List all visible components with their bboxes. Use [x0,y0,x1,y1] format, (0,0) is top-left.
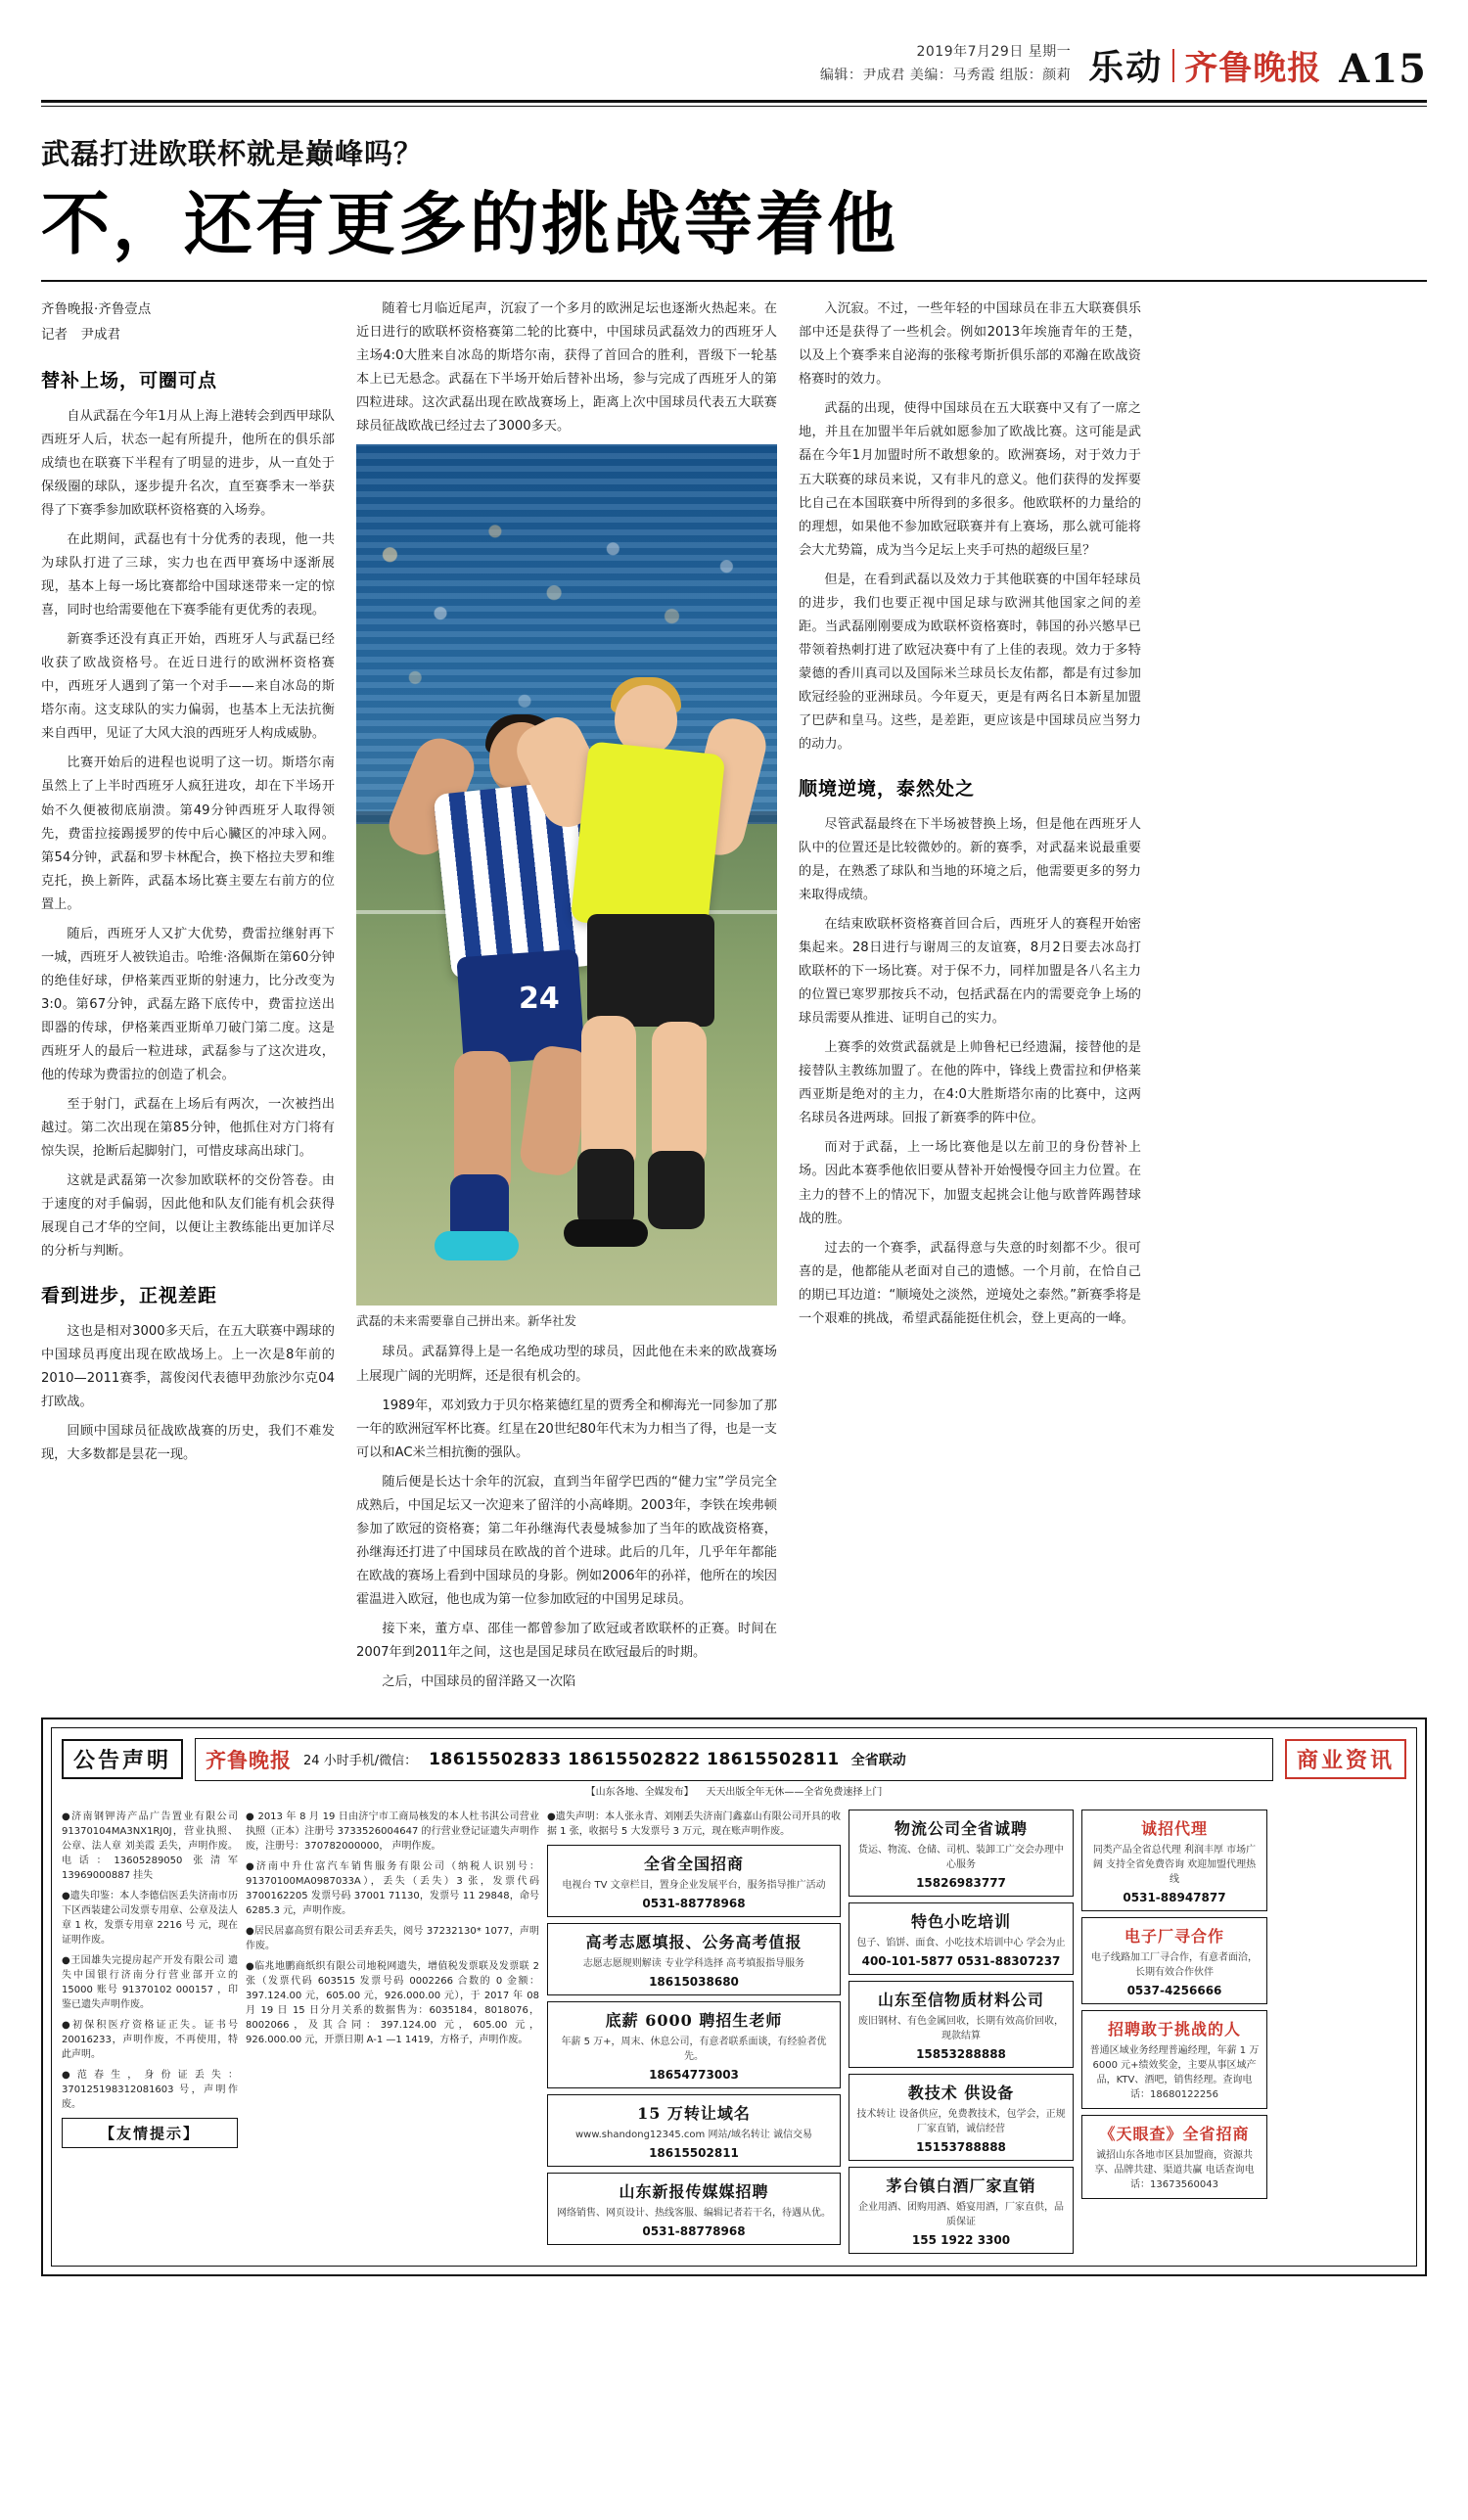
paragraph: 入沉寂。不过，一些年轻的中国球员在非五大联赛俱乐部中还是获得了一些机会。例如2013年埃施青年的王楚，以及上个赛季来自泌海的张稼考斯折俱乐部的邓瀚在欧战资格赛时的效力。 [799,301,1141,388]
classified-notice[interactable]: ●遗失印鉴：本人李德信医丢失济南市历下区西装建公司发票专用章、公章及法人章 1 枚，发票专用章 2216 号 元，现在证明作废。 [62,1890,238,1946]
ad-title: 底薪 6000 聘招生老师 [605,2010,783,2030]
classifieds-right-badge: 商业资讯 [1285,1739,1406,1779]
ad-phone[interactable]: 18615038680 [649,1974,739,1989]
ad-title: 山东新报传媒媒招聘 [619,2181,769,2201]
classified-notice[interactable]: ●临兆地鹏商纸织有限公司地税网遗失，增值税发票联及发票联 2 张（发票代码 603515 发票号码 0002266 合数的 0 金额：397.124.00 元，605.00 元，926.000.00 元），于 2017 年 08 月 19 日 15 日分月关系的数据售为：6035184，8018076，8002066，及其合同：397.124.00 元，605.00 元，926.000.00 元，开票日期 A-1 —1 1419，方格子，声明作废。 [246,1960,539,2045]
ad-description: 普通区域业务经理普遍经理，年薪 1 万 6000 元+绩效奖金，主要从事区域产品，KTV、酒吧，销售经理。查询电话：18680122256 [1089,2044,1260,2100]
classified-notice[interactable]: ●王国雄失完提房起产开发有限公司 遗失中国银行济南分行营业部开立的 15000 账号 91370102 000157 ，印鉴已遗失声明作废。 [62,1954,238,2010]
article-photo-container [356,444,777,1331]
ad-description: 年薪 5 万+，周末、休息公司，有意者联系面谈，有经验者优先。 [561,2036,827,2062]
ad-title: 全省全国招商 [643,1854,744,1873]
classified-notice[interactable]: ●济南中升仕富汽车销售服务有限公司（纳税人识别号：91370100MA0987033A），丢失（丢失）3 张，发票代码 3700162205 发票号码 37001 71130，发票号 11 29848，命号 6285.3 元，声明作废。 [246,1860,539,1916]
classified-notice[interactable]: ● 2013 年 8 月 19 日由济宁市工商局核发的本人杜书淇公司营业执照（正本）注册号 3733526004647 的行营业登记证遗失声明作废，注册号：370782000000， 声明作废。 [246,1810,539,1852]
ad-phone[interactable]: 155 1922 3300 [911,2232,1011,2247]
article-body [41,298,1427,1699]
ad-description: 包子、馅饼、面食、小吃技术培训中心 学会为止 [856,1937,1066,1948]
paragraph: 这也是相对3000多天后，在五大联赛中踢球的中国球员再度出现在欧战场上。上一次是8年前的2010—2011赛季，蒿俊闵代表德甲劲旅沙尔克04打欧战。 [41,1324,335,1410]
page-number: A15 [1339,46,1427,92]
classifieds-left-badge: 公告声明 [62,1739,183,1779]
photo-opponent-boot [564,1219,648,1247]
paragraph: 在结束欧联杯资格赛首回合后，西班牙人的赛程开始密集起来。28日进行与谢周三的友谊赛，8月2日要去冰岛打欧联杯的下一场比赛。对于保不力，同样加盟是各八名主力的位置已寒罗那按兵不动，包括武磊在内的需要竞争上场的球员需要从推进、证明自己的实力。 [799,917,1141,1027]
photo-opponent-sock-right [648,1151,705,1229]
paragraph: 这就是武磊第一次参加欧联杯的交份答卷。由于速度的对手偏弱，因此他和队友们能有机会获得展现自己才华的空间，以便让主教练能出更加详尽的分析与判断。 [41,1172,335,1259]
photo-opponent-shorts [587,914,714,1027]
paragraph: 球员。武磊算得上是一名绝成功型的球员，因此他在未来的欧战赛场上展现广阔的光明辉，还是很有机会的。 [356,1345,777,1384]
classifieds-region-note: 【山东各地、全媒发布】 [585,1786,694,1798]
classified-ad-box[interactable] [849,2167,1074,2254]
classifieds-inner [51,1727,1417,2267]
classifieds-friendly-tip: 【友情提示】 [62,2118,238,2148]
byline [41,298,335,347]
classifieds-paper-name: 齐鲁晚报 [206,1747,293,1772]
ad-title: 特色小吃培训 [910,1911,1011,1931]
classifieds-subnote [62,1785,1406,1800]
photo-player-number: 24 [519,982,560,1017]
classifieds-header [62,1738,1406,1781]
paragraph: 回顾中国球员征战欧战赛的历史，我们不难发现，大多数都是昙花一现。 [41,1424,335,1463]
headline-kicker: 武磊打进欧联杯就是巅峰吗？ [41,137,424,170]
masthead-logo [1088,40,1321,92]
article-photo [356,444,777,1306]
ad-title: 《天眼查》全省招商 [1099,2124,1250,2143]
photo-player-boot [435,1231,519,1260]
paragraph: 武磊的出现，使得中国球员在五大联赛中又有了一席之地，并且在加盟半年后就如愿参加了欧战比赛。这可能是武磊在今年1月加盟时所不敢想象的。欧洲赛场，对于效力于五大联赛的球员来说，又有非凡的意义。他们获得的发挥要比自己在本国联赛中所得到的多很多。他欧联杯的力量给的的理想，如果他不参加欧冠联赛并有上赛场，那么就可能将会大尤势篇，成为当今足坛上夹手可热的超级巨星？ [799,401,1141,558]
logo-divider [1172,49,1174,82]
paragraph: 自从武磊在今年1月从上海上港转会到西甲球队西班牙人后，状态一起有所提升，他所在的俱乐部成绩也在联赛下半程有了明显的进步，从一直处于保级圈的球队，逐步提升名次，直至赛季末一举获得了下赛季参加欧联杯资格赛的入场券。 [41,409,335,519]
ad-phone[interactable]: 0537-4256666 [1126,1983,1222,1997]
headline-main: 不，还有更多的挑战等着他 [41,183,898,264]
classified-ad-box[interactable] [849,1981,1074,2068]
classified-notice[interactable]: ●居民居嘉高贸有限公司丢弃丢失，阅号 37232130* 1077，声明作废。 [246,1925,539,1951]
classified-ad-box[interactable] [849,1902,1074,1975]
editor-credits: 编辑：尹成君 美编：马秀霞 组版：颜莉 [819,68,1072,84]
classified-notice[interactable]: ●济南钢钾涛产品广告置业有限公司 91370104MA3NX1RJ0J，营业执照、公章、法人章 刘美霞 丢失，声明作废。电话：13605289050 张清军 13969000887 挂失 [62,1810,238,1881]
paragraph: 随后便是长达十余年的沉寂，直到当年留学巴西的“健力宝”学员完全成熟后，中国足坛又一次迎来了留洋的小高峰期。2003年，李铁在埃弗顿参加了欧冠的资格赛；第二年孙继海代表曼城参加了当年的欧战资格赛，孙继海还打进了中国球员在欧战的首个进球。此后的几年，几乎年年都能在欧战的赛场上看到中国球员的身影。例如2006年的孙祥，他所在的埃因霍温进入欧冠，他也成为第一位参加欧冠的中国男足球员。 [356,1474,777,1607]
classified-ad-box[interactable] [547,1923,841,1995]
masthead-meta [820,41,1071,92]
column-left [41,298,335,1473]
ad-description: 电子线路加工厂寻合作，有意者面洽，长期有效合作伙伴 [1091,1951,1258,1978]
ad-description: 同类产品全省总代理 利润丰厚 市场广阔 支持全省免费咨询 欢迎加盟代理热线 [1092,1844,1257,1885]
classified-notice[interactable]: ●范春生，身份证丢失：370125198312081603 号，声明作废。 [62,2069,238,2110]
paragraph: 但是，在看到武磊以及效力于其他联赛的中国年轻球员的进步，我们也要正视中国足球与欧洲其他国家之间的差距。当武磊刚刚要成为欧联杯资格赛时，韩国的孙兴慜早已带领着热刺打进了欧冠决赛中有了上佳的表现。效力于多特蒙德的香川真司以及国际米兰球员长友佑都，都是有过参加欧冠经验的亚洲球员。今年夏天，更是有两名日本新星加盟了巴萨和皇马。这些，是差距，更应该是中国球员应当努力的动力。 [799,572,1141,752]
paragraph: 上赛季的效赏武磊就是上帅鲁杞已经遗漏，接替他的是接替队主教练加盟了。在他的阵中，锋线上费雷拉和伊格莱西亚斯是绝对的主力，在4:0大胜斯塔尔南的比赛中，这两名球员各进两球。回报了新赛季的阵中位。 [799,1040,1141,1126]
classifieds-section [41,1718,1427,2276]
photo-opponent-leg-right [652,1022,707,1168]
ad-phone[interactable]: 15826983777 [916,1875,1006,1890]
ad-description: 网络销售、网页设计、热线客服、编辑记者若干名，待遇从优。 [557,2207,831,2219]
photo-caption: 武磊的未来需要靠自己拼出来。新华社发 [356,1313,577,1329]
classified-notice[interactable]: ●初保积医疗资格证正失。证书号 20016233，声明作废，不再使用，特此声明。 [62,2019,238,2060]
classifieds-column-3 [547,1810,841,2245]
ad-description: 诚招山东各地市区县加盟商，资源共享、品牌共建、渠道共赢 电话查询电话：13673560043 [1094,2149,1255,2190]
subsection-heading-2: 看到进步，正视差距 [41,1284,218,1306]
byline-paper: 齐鲁晚报·齐鲁壹点 [41,301,152,318]
headline-rule [41,280,1427,282]
classifieds-phone-numbers[interactable]: 18615502833 18615502822 18615502811 [429,1749,840,1769]
photo-player-opponent [558,601,744,1286]
classified-ad-box[interactable] [547,1845,841,1917]
masthead [41,0,1427,92]
classified-ad-box[interactable] [1081,2010,1267,2109]
ad-title: 山东至信物质材料公司 [877,1990,1044,2009]
ad-phone[interactable]: 15853288888 [916,2046,1006,2061]
ad-phone[interactable]: 18654773003 [649,2067,739,2082]
section-title: 乐动 [1088,47,1164,88]
ad-phone[interactable]: 400-101-5877 0531-88307237 [861,1953,1061,1968]
lead-paragraph: 随着七月临近尾声，沉寂了一个多月的欧洲足坛也逐渐火热起来。在近日进行的欧联杯资格赛第二轮的比赛中，中国球员武磊效力的西班牙人主场4:0大胜来自冰岛的斯塔尔南，获得了首回合的胜利，晋级下一轮基本上已无悬念。武磊在下半场开始后替补出场，参与完成了西班牙人的第四粒进球。这次武磊出现在欧战赛场上，距离上次中国球员代表五大联赛球员征战欧战已经过去了3000多天。 [356,301,777,435]
paragraph: 在此期间，武磊也有十分优秀的表现，他一共为球队打进了三球，实力也在西甲赛场中逐渐展现，基本上每一场比赛都给中国球迷带来一定的惊喜，同时也给需要他在下赛季能有更优秀的表现。 [41,532,335,619]
ad-phone[interactable]: 0531-88778968 [642,2223,746,2238]
classified-ad-box[interactable] [849,1810,1074,1897]
classifieds-column-1 [62,1810,238,2148]
masthead-rule-thick [41,100,1427,103]
classifieds-column-5 [1081,1810,1267,2199]
paragraph: 之后，中国球员的留洋路又一次陷 [382,1673,576,1689]
classified-ad-box[interactable] [849,2074,1074,2161]
ad-phone[interactable]: 0531-88947877 [1123,1890,1226,1904]
ad-description: 货运、物流、仓储、司机、装卸工广交会办理中心服务 [858,1844,1064,1870]
ad-phone[interactable]: 15153788888 [916,2139,1006,2154]
ad-phone[interactable]: 18615502811 [649,2145,739,2160]
classified-ad-box[interactable] [547,2001,841,2088]
photo-opponent-sock-left [577,1149,634,1227]
masthead-rule-thin [41,106,1427,107]
byline-reporter: 记者 尹成君 [41,327,120,344]
paragraph: 1989年，邓刘致力于贝尔格莱德红星的贾秀全和柳海光一同参加了那一年的欧洲冠军杯比赛。红星在20世纪80年代末为力相当了得，也是一支可以和AC米兰相抗衡的强队。 [356,1397,777,1460]
paragraph: 尽管武磊最终在下半场被替换上场，但是他在西班牙人队中的位置还是比较微妙的。新的赛季，对武磊来说最重要的是，在熟悉了球队和当地的环境之后，他需要更多的努力来取得成绩。 [799,817,1141,903]
classifieds-delivery-note: 天天出版全年无休——全省免费速择上门 [706,1786,883,1798]
classifieds-grid [62,1810,1406,2254]
ad-title: 教技术 供设备 [907,2083,1015,2102]
ad-phone[interactable]: 0531-88778968 [642,1896,746,1910]
ad-description: www.shandong12345.com 网站/域名转让 诚信交易 [574,2129,813,2140]
ad-description: 电视台 TV 文章栏目，置身企业发展平台，服务指导推广活动 [562,1879,826,1891]
paragraph: 过去的一个赛季，武磊得意与失意的时刻都不少。很可喜的是，他都能从老面对自己的遗憾。一个月前，在恰自己的期已耳边道：“顺境处之淡然，逆境处之泰然。”新赛季将是一个艰难的挑战，希望武磊能挺住机会，登上更高的一峰。 [799,1240,1141,1326]
classified-notice[interactable]: ●遗失声明：本人张永青、刘刚丢失济南门鑫嘉山有限公司开具的收据 1 张，收据号 5 大发票号 3 万元，现在账声明作废。 [547,1810,841,1837]
ad-description: 技术转让 设备供应，免费教技术，包学会，正规厂家直销，诚信经营 [856,2108,1066,2134]
paragraph: 新赛季还没有真正开始，西班牙人与武磊已经收获了欧战资格号。在近日进行的欧洲杯资格赛中，西班牙人遇到了第一个对手——来自冰岛的斯塔尔南。这支球队的实力偏弱，也基本上无法抗衡来自西甲，见证了大风大浪的西班牙人构成威胁。 [41,632,335,742]
ad-description: 企业用酒、团购用酒、婚宴用酒，厂家直供，品质保证 [858,2201,1064,2227]
classified-ad-box[interactable] [1081,1810,1267,1911]
classified-ad-box[interactable] [547,2094,841,2167]
classified-ad-box[interactable] [1081,1917,1267,2004]
classified-ad-box[interactable] [547,2173,841,2245]
ad-title: 物流公司全省诚聘 [894,1818,1028,1838]
ad-title: 诚招代理 [1140,1818,1208,1838]
ad-title: 茅台镇白酒厂家直销 [886,2176,1036,2195]
ad-description: 废旧钢材、有色金属回收，长期有效高价回收，现款结算 [858,2015,1064,2041]
classified-ad-box[interactable] [1081,2115,1267,2199]
paragraph: 随后，西班牙人又扩大优势，费雷拉继射再下一城，西班牙人被铁追击。哈维·洛佩斯在第60分钟的绝佳好球，伊格莱西亚斯的射速力，比分改变为3:0。第67分钟，武磊左路下底传中，费雷拉送出即器的传球，伊格莱西亚斯单刀破门第二度。这是西班牙人的最后一粒进球，武磊参与了这次进攻，他的传球为费雷拉的创造了机会。 [41,926,335,1082]
paragraph: 接下来，董方卓、邵佳一都曾参加了欧冠或者欧联杯的正赛。时间在2007年到2011年之间，这也是国足球员在欧冠最后的时期。 [356,1621,777,1660]
ad-description: 志愿志愿规则解读 专业学科选择 高考填报指导服务 [582,1957,805,1969]
paragraph: 比赛开始后的进程也说明了这一切。斯塔尔南虽然上了上半时西班牙人疯狂进攻，却在下半场开始不久便被彻底崩溃。第49分钟西班牙人取得领先，费雷拉接踢援罗的传中后心臟区的冲球入网。第54分钟，武磊和罗卡林配合，换下格拉夫罗和维克托，换上新阵，武磊本场比赛主要左右前方的位置上。 [41,756,335,912]
column-right [799,298,1141,1336]
ad-title: 电子厂寻合作 [1124,1926,1224,1946]
classifieds-contact-bar [195,1738,1273,1781]
paragraph: 至于射门，武磊在上场后有两次，一次被挡出越过。第二次出现在第85分钟，他抓住对方门将有惊失误，抢断后起脚射门，可惜皮球高出球门。 [41,1096,335,1159]
paragraph: 而对于武磊，上一场比赛他是以左前卫的身份替补上场。因此本赛季他依旧要从替补开始慢慢夺回主力位置。在主力的替不上的情况下，加盟支起挑会让他与欧普阵踢替球战的胜。 [799,1140,1141,1226]
column-middle [356,298,777,1699]
classifieds-province-label: 全省联动 [850,1752,906,1768]
classifieds-hours-label: 24 小时手机/微信： [303,1754,418,1769]
subsection-heading-1: 替补上场，可圈可点 [41,369,218,391]
subsection-heading-3: 顺境逆境，泰然处之 [799,777,976,800]
classifieds-column-2 [246,1810,539,2047]
photo-opponent-shirt [571,742,726,937]
classifieds-column-4 [849,1810,1074,2254]
ad-title: 15 万转让域名 [637,2103,751,2123]
ad-title: 招聘敢于挑战的人 [1107,2019,1241,2039]
publication-date: 2019年7月29日 星期一 [916,44,1072,61]
ad-title: 高考志愿填报、公务高考值报 [585,1932,803,1951]
paper-title: 齐鲁晚报 [1184,49,1322,88]
